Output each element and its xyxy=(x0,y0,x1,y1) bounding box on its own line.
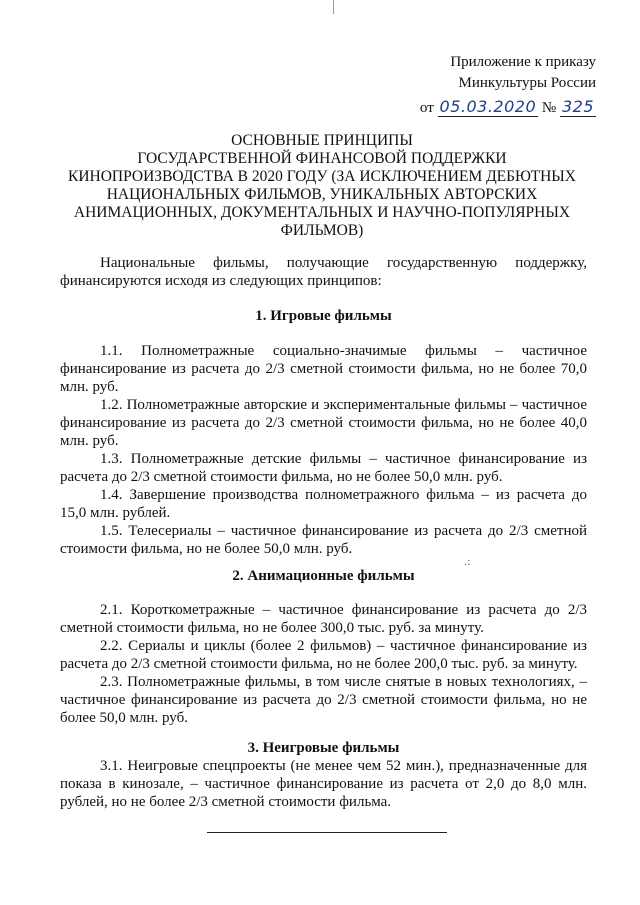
section-heading-animated-films: 2. Анимационные фильмы xyxy=(232,568,415,584)
clause-1-5: 1.5. Телесериалы – частичное финансирование из расчета до 2/3 сметной стоимости фильма, но не более 50,0 млн. руб. xyxy=(60,523,587,557)
clause-3-1: 3.1. Неигровые спецпроекты (не менее чем 52 мин.), предназначенные для показа в кинозале, – частичное финансирование из расчета от 2,0 до 8,0 млн. рублей, но не более 2/3 сметной стоимости фильма. xyxy=(60,758,587,810)
title-line: ГОСУДАРСТВЕННОЙ ФИНАНСОВОЙ ПОДДЕРЖКИ xyxy=(137,150,507,167)
intro-text: Национальные фильмы, получающие государственную поддержку, финансируются исходя из следующих принципов: xyxy=(60,255,587,289)
title-line: АНИМАЦИОННЫХ, ДОКУМЕНТАЛЬНЫХ И НАУЧНО-ПОПУЛЯРНЫХ xyxy=(73,204,571,221)
date-prefix: от xyxy=(419,100,434,116)
clause-1-4: 1.4. Завершение производства полнометражного фильма – из расчета до 15,0 млн. рублей. xyxy=(60,487,587,521)
title-line: КИНОПРОИЗВОДСТВА В 2020 ГОДУ (ЗА ИСКЛЮЧЕНИЕМ ДЕБЮТНЫХ xyxy=(68,168,576,185)
title-line: ОСНОВНЫЕ ПРИНЦИПЫ xyxy=(231,132,413,149)
clause-2-2: 2.2. Сериалы и циклы (более 2 фильмов) – частичное финансирование из расчета до 2/3 сметной стоимости фильма, но не более 200,0 тыс. руб. за минуту. xyxy=(60,638,587,672)
closing-divider xyxy=(207,832,447,833)
handwritten-number: 325 xyxy=(561,97,594,116)
appendix-line-1: Приложение к приказу xyxy=(450,54,596,70)
appendix-date-line xyxy=(420,96,596,119)
scan-speck: .: xyxy=(464,557,471,568)
clause-1-3: 1.3. Полнометражные детские фильмы – частичное финансирование из расчета до 2/3 сметной стоимости фильма, но не более 50,0 млн. руб. xyxy=(60,451,587,485)
intro-paragraph xyxy=(60,254,587,290)
clause-1-2: 1.2. Полнометражные авторские и экспериментальные фильмы – частичное финансирование из расчета до 2/3 сметной стоимости фильма, но не более 40,0 млн. руб. xyxy=(60,397,587,449)
section-heading-feature-films: 1. Игровые фильмы xyxy=(255,308,392,324)
handwritten-date: 05.03.2020 xyxy=(439,97,537,116)
clause-2-1: 2.1. Короткометражные – частичное финансирование из расчета до 2/3 сметной стоимости фильма, но не более 300,0 тыс. руб. за минуту. xyxy=(60,602,587,636)
scan-artifact-line xyxy=(333,0,334,14)
section-non-fiction-films xyxy=(60,757,587,811)
appendix-header xyxy=(420,52,596,119)
section-animated-films xyxy=(60,601,587,727)
title-line: ФИЛЬМОВ) xyxy=(280,222,364,239)
section-feature-films xyxy=(60,342,587,558)
document-title xyxy=(60,132,584,240)
title-line: НАЦИОНАЛЬНЫХ ФИЛЬМОВ, УНИКАЛЬНЫХ АВТОРСКИХ xyxy=(106,186,538,203)
section-heading-non-fiction-films: 3. Неигровые фильмы xyxy=(247,740,400,756)
appendix-line-2: Минкультуры России xyxy=(458,75,596,91)
number-prefix: № xyxy=(541,100,557,116)
clause-2-3: 2.3. Полнометражные фильмы, в том числе снятые в новых технологиях, – частичное финансирование из расчета до 2/3 сметной стоимости фильма, но не более 50,0 млн. руб. xyxy=(60,674,587,726)
clause-1-1: 1.1. Полнометражные социально-значимые фильмы – частичное финансирование из расчета до 2/3 сметной стоимости фильма, но не более 70,0 млн. руб. xyxy=(60,343,587,395)
